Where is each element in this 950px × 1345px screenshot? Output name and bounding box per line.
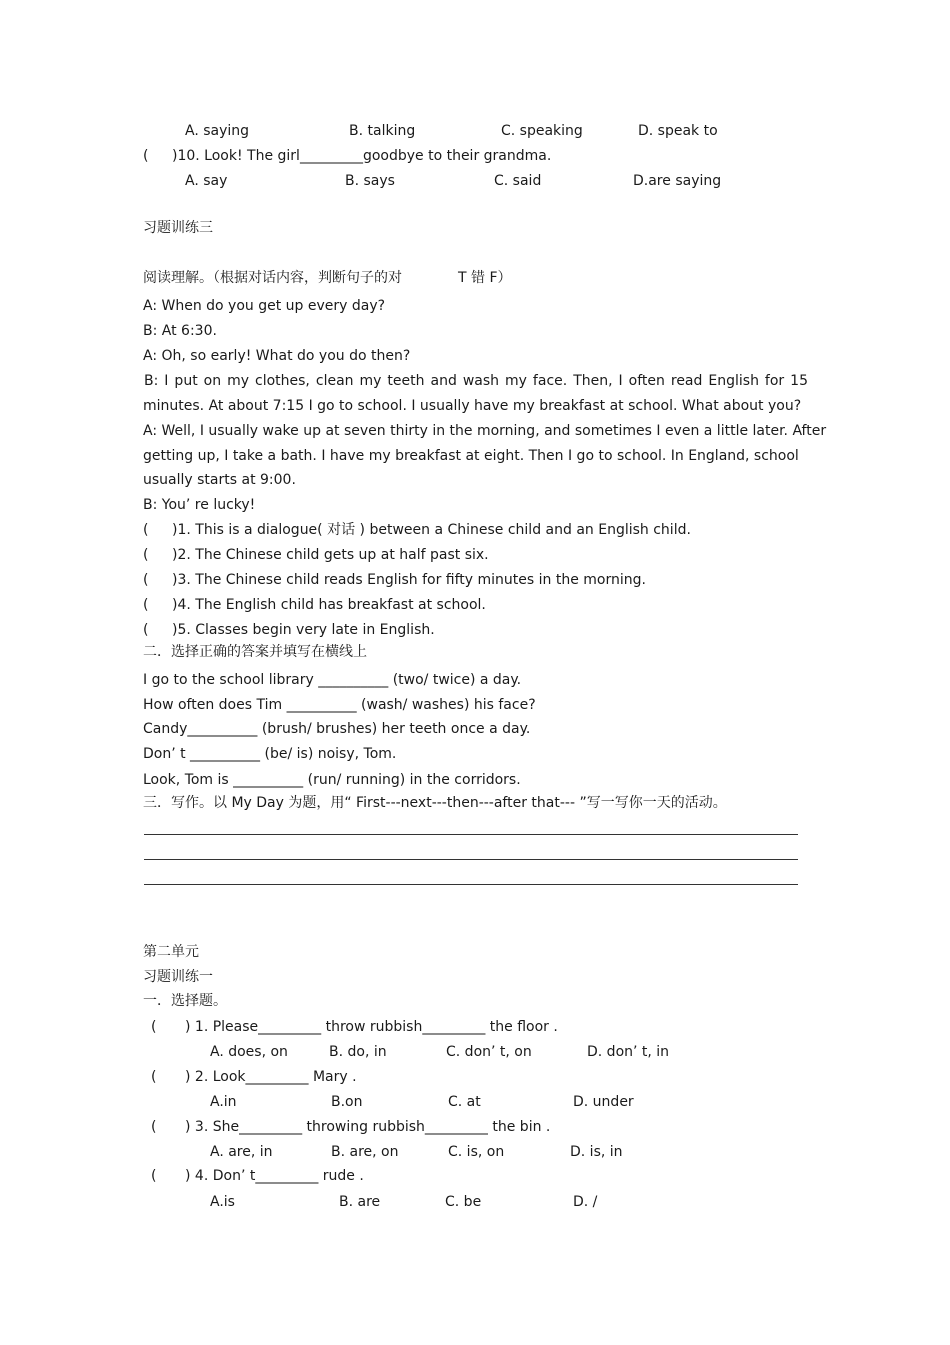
- q9-option-a: A. saying: [185, 123, 250, 139]
- dialogue-line: getting up, I take a bath. I have my breakfast at eight. Then I go to school. In England, school: [143, 448, 799, 464]
- judgement-item: )2. The Chinese child gets up at half past six.: [172, 547, 489, 563]
- dialogue-line: minutes. At about 7:15 I go to school. I usually have my breakfast at school. What about you?: [143, 398, 802, 414]
- dialogue-line: A: When do you get up every day?: [143, 298, 386, 314]
- unit2-title: 第二单元: [143, 944, 199, 960]
- judgement-paren: (: [143, 547, 149, 563]
- section3-title: 习题训练三: [143, 220, 213, 236]
- q9-option-d: D. speak to: [638, 123, 718, 139]
- fill-item: Candy__________ (brush/ brushes) her teeth once a day.: [143, 721, 531, 737]
- reading-instruction: 阅读理解。（根据对话内容，判断句子的对: [143, 270, 402, 286]
- judgement-paren: (: [143, 522, 149, 538]
- judgement-item: )3. The Chinese child reads English for fifty minutes in the morning.: [172, 572, 646, 588]
- judgement-paren: (: [143, 597, 149, 613]
- option-c: C. be: [445, 1194, 482, 1210]
- question-paren: (: [151, 1119, 157, 1135]
- option-c: C. is, on: [448, 1144, 505, 1160]
- q10-option-d: D.are saying: [633, 173, 722, 189]
- judgement-paren: (: [143, 622, 149, 638]
- q10-question: )10. Look! The girl_________goodbye to their grandma.: [172, 148, 552, 164]
- writing-line: [144, 859, 798, 860]
- option-b: B. do, in: [329, 1044, 387, 1060]
- fill-item: Don’ t __________ (be/ is) noisy, Tom.: [143, 746, 397, 762]
- option-a: A.is: [210, 1194, 235, 1210]
- option-d: D. don’ t, in: [587, 1044, 670, 1060]
- judgement-paren: (: [143, 572, 149, 588]
- question-paren: (: [151, 1019, 157, 1035]
- option-a: A.in: [210, 1094, 237, 1110]
- judgement-item: )1. This is a dialogue( 对话 ) between a Chinese child and an English child.: [172, 522, 691, 538]
- option-b: B. are, on: [331, 1144, 399, 1160]
- unit2-exercise-title: 习题训练一: [143, 969, 213, 985]
- option-b: B. are: [339, 1194, 381, 1210]
- option-d: D. is, in: [570, 1144, 623, 1160]
- dialogue-line: B: You’ re lucky!: [143, 497, 256, 513]
- writing-line: [144, 884, 798, 885]
- question: ) 1. Please_________ throw rubbish_________ the floor .: [185, 1019, 558, 1035]
- dialogue-line: usually starts at 9:00.: [143, 472, 296, 488]
- question-paren: (: [151, 1069, 157, 1085]
- fill-item: I go to the school library __________ (two/ twice) a day.: [143, 672, 522, 688]
- dialogue-line: B: I put on my clothes, clean my teeth and wash my face. Then, I often read English for 15: [144, 373, 808, 389]
- question-paren: (: [151, 1168, 157, 1184]
- part2-title: 二．选择正确的答案并填写在横线上: [143, 644, 367, 660]
- part3-title: 三．写作。以 My Day 为题，用“ First---next---then---after that--- ”写一写你一天的活动。: [143, 795, 727, 811]
- option-b: B.on: [331, 1094, 363, 1110]
- option-a: A. are, in: [210, 1144, 273, 1160]
- judgement-item: )5. Classes begin very late in English.: [172, 622, 435, 638]
- dialogue-line: A: Oh, so early! What do you do then?: [143, 348, 411, 364]
- option-d: D. under: [573, 1094, 634, 1110]
- option-d: D. /: [573, 1194, 598, 1210]
- dialogue-line: B: At 6:30.: [143, 323, 217, 339]
- reading-instruction-tail: T 错 F）: [458, 270, 512, 286]
- dialogue-line: A: Well, I usually wake up at seven thirty in the morning, and sometimes I even a little later. After: [143, 423, 827, 439]
- writing-line: [144, 834, 798, 835]
- option-a: A. does, on: [210, 1044, 288, 1060]
- question: ) 4. Don’ t_________ rude .: [185, 1168, 364, 1184]
- q10-paren: (: [143, 148, 149, 164]
- q10-option-b: B. says: [345, 173, 395, 189]
- q9-option-b: B. talking: [349, 123, 416, 139]
- q10-option-a: A. say: [185, 173, 228, 189]
- fill-item: Look, Tom is __________ (run/ running) in the corridors.: [143, 772, 521, 788]
- unit2-part1-title: 一．选择题。: [143, 993, 227, 1009]
- question: ) 2. Look_________ Mary .: [185, 1069, 357, 1085]
- q9-option-c: C. speaking: [501, 123, 583, 139]
- option-c: C. at: [448, 1094, 481, 1110]
- option-c: C. don’ t, on: [446, 1044, 532, 1060]
- q10-option-c: C. said: [494, 173, 542, 189]
- judgement-item: )4. The English child has breakfast at school.: [172, 597, 486, 613]
- fill-item: How often does Tim __________ (wash/ washes) his face?: [143, 697, 536, 713]
- question: ) 3. She_________ throwing rubbish_________ the bin .: [185, 1119, 551, 1135]
